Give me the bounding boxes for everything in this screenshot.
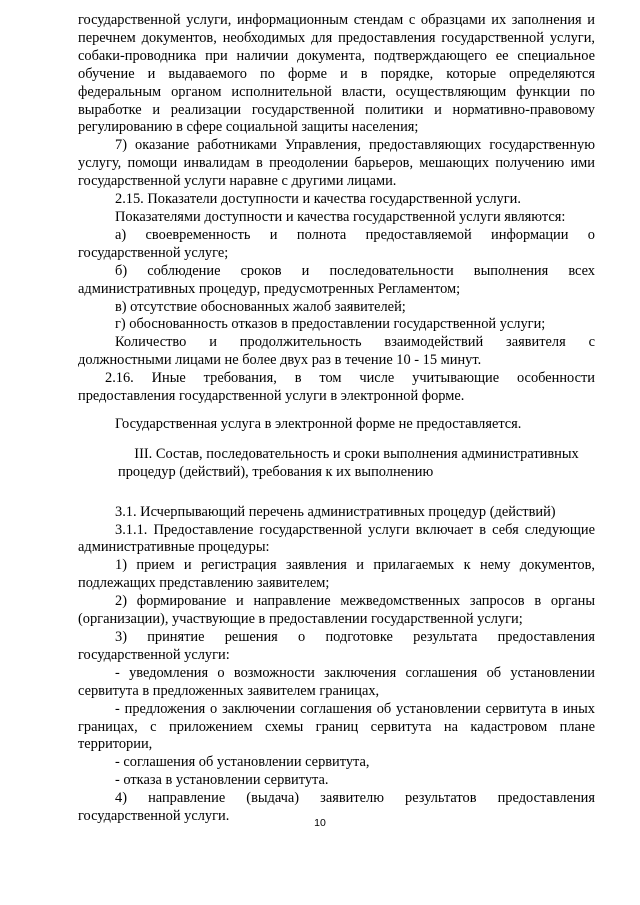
paragraph: 3.1. Исчерпывающий перечень административных процедур (действий) [115,503,556,520]
paragraph: государственной услуги, информационным стендам с образцами их заполнения и перечнем документов, необходимых для предоставления государственной услуги, собаки-проводника при наличии документа, подтверждающего ее специальное обучение и выдаваемого по форме и в порядке, которые определяются федеральным органом исполнительной власти, осуществляющим функции по выработке и реализации государственной политики и нормативно-правовому регулированию в сфере социальной защиты населения; [78,12,595,136]
page-number: 10 [314,817,326,829]
paragraph: 4) направление (выдача) заявителю результатов предоставления государственной услуги. [78,790,595,825]
paragraph: - предложения о заключении соглашения об установлении сервитута в иных границах, с приложением схемы границ сервитута на кадастровом плане территории, [78,700,595,753]
paragraph: Показателями доступности и качества государственной услуги являются: [115,208,566,225]
paragraph: 1) прием и регистрация заявления и прилагаемых к нему документов, подлежащих представлению заявителем; [78,557,595,592]
section-2-paragraphs [78,12,595,434]
paragraph: а) своевременность и полнота предоставляемой информации о государственной услуге; [78,226,595,261]
paragraph: Государственная услуга в электронной форме не предоставляется. [115,415,522,432]
paragraph: 2) формирование и направление межведомственных запросов в органы (организации), участвующие в предоставлении государственной услуги; [78,593,595,628]
paragraph: - уведомления о возможности заключения соглашения об установлении сервитута в предложенных заявителем границах, [78,664,595,699]
paragraph: - отказа в установлении сервитута. [115,772,329,789]
paragraph: Количество и продолжительность взаимодействий заявителя с должностными лицами не более двух раз в течение 10 - 15 минут. [78,334,595,369]
section-heading: III. Состав, последовательность и сроки выполнения административных процедур (действий), требования к их выполнению [118,445,579,480]
paragraph: - соглашения об установлении сервитута, [115,754,370,771]
document-page [78,12,595,826]
paragraph: 7) оказание работниками Управления, предоставляющих государственную услугу, помощи инвалидам в преодолении барьеров, мешающих получению ими государственной услуги наравне с другими лицами. [78,137,595,190]
paragraph: в) отсутствие обоснованных жалоб заявителей; [115,298,406,315]
paragraph: г) обоснованность отказов в предоставлении государственной услуги; [115,316,546,333]
paragraph: б) соблюдение сроков и последовательности выполнения всех административных процедур, предусмотренных Регламентом; [78,262,595,297]
paragraph: 2.16. Иные требования, в том числе учитывающие особенности предоставления государственной услуги в электронной форме. [78,370,595,405]
section-3-paragraphs [78,504,595,826]
paragraph: 3.1.1. Предоставление государственной услуги включает в себя следующие административные процедуры: [78,521,595,556]
paragraph: 3) принятие решения о подготовке результата предоставления государственной услуги: [78,629,595,663]
paragraph: 2.15. Показатели доступности и качества государственной услуги. [115,191,521,208]
